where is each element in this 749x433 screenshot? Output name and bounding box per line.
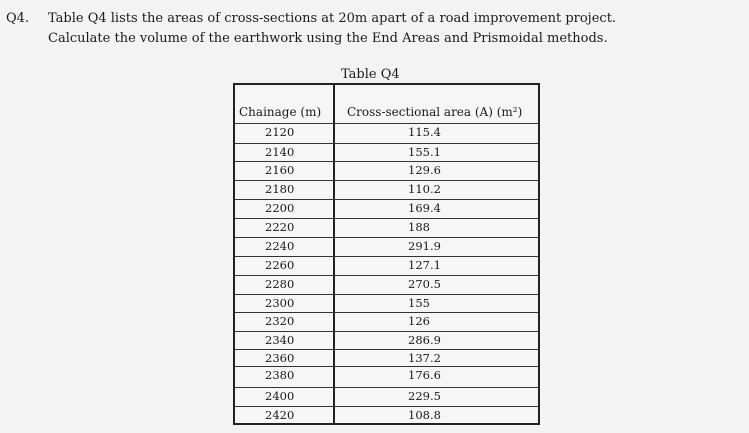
table-chainage-cell: 2140 xyxy=(265,145,295,159)
question-number: Q4. xyxy=(6,11,30,26)
areas-table xyxy=(233,83,540,425)
table-area-cell: 229.5 xyxy=(408,389,441,403)
question-line-2: Calculate the volume of the earthwork using the End Areas and Prismoidal methods. xyxy=(48,31,608,46)
table-chainage-cell: 2360 xyxy=(265,351,295,365)
table-area-cell: 155 xyxy=(408,296,430,310)
table-area-cell: 110.2 xyxy=(408,182,441,196)
table-row-divider xyxy=(235,180,538,181)
table-row-divider xyxy=(235,143,538,144)
table-row-divider xyxy=(235,123,538,124)
table-area-cell: 126 xyxy=(408,314,430,328)
table-column-divider xyxy=(333,85,335,423)
table-row-divider xyxy=(235,161,538,162)
table-area-cell: 291.9 xyxy=(408,239,441,253)
table-chainage-cell: 2200 xyxy=(265,201,295,215)
table-chainage-cell: 2220 xyxy=(265,220,295,234)
table-chainage-cell: 2260 xyxy=(265,258,295,272)
table-caption: Table Q4 xyxy=(341,67,400,82)
table-area-cell: 286.9 xyxy=(408,333,441,347)
table-area-cell: 137.2 xyxy=(408,351,441,365)
table-row-divider xyxy=(235,218,538,219)
table-area-cell: 108.8 xyxy=(408,408,441,422)
table-area-cell: 127.1 xyxy=(408,258,441,272)
table-area-cell: 115.4 xyxy=(408,125,441,139)
table-chainage-cell: 2280 xyxy=(265,277,295,291)
table-row-divider xyxy=(235,237,538,238)
table-area-cell: 270.5 xyxy=(408,277,441,291)
table-area-cell: 188 xyxy=(408,220,430,234)
question-line-1: Table Q4 lists the areas of cross-sections at 20m apart of a road improvement project. xyxy=(48,11,617,26)
table-area-cell: 155.1 xyxy=(408,145,441,159)
table-row-divider xyxy=(235,294,538,295)
table-area-cell: 176.6 xyxy=(408,368,441,382)
table-chainage-cell: 2120 xyxy=(265,125,295,139)
table-chainage-cell: 2320 xyxy=(265,314,295,328)
table-row-divider xyxy=(235,366,538,367)
table-chainage-cell: 2420 xyxy=(265,408,295,422)
table-chainage-cell: 2400 xyxy=(265,389,295,403)
table-chainage-cell: 2160 xyxy=(265,163,295,177)
table-chainage-cell: 2380 xyxy=(265,368,295,382)
table-row-divider xyxy=(235,406,538,407)
table-row-divider xyxy=(235,199,538,200)
table-row-divider xyxy=(235,275,538,276)
table-area-cell: 169.4 xyxy=(408,201,441,215)
table-row-divider xyxy=(235,331,538,332)
table-chainage-cell: 2340 xyxy=(265,333,295,347)
table-chainage-cell: 2240 xyxy=(265,239,295,253)
table-row-divider xyxy=(235,256,538,257)
table-area-cell: 129.6 xyxy=(408,163,441,177)
table-row-divider xyxy=(235,312,538,313)
table-row-divider xyxy=(235,387,538,388)
table-row-divider xyxy=(235,349,538,350)
chainage-header: Chainage (m) xyxy=(239,105,322,119)
area-header: Cross-sectional area (A) (m²) xyxy=(347,105,523,119)
table-chainage-cell: 2300 xyxy=(265,296,295,310)
table-header-row xyxy=(235,85,538,125)
table-chainage-cell: 2180 xyxy=(265,182,295,196)
